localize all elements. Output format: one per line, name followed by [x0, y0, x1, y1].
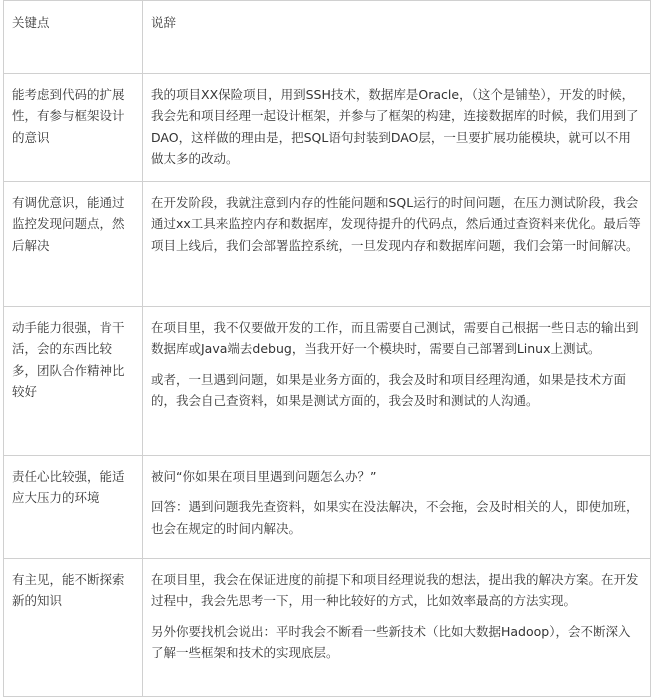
- key-point-cell: [4, 559, 143, 697]
- talking-point-paragraph: 或者，一旦遇到问题，如果是业务方面的，我会及时和项目经理沟通，如果是技术方面的，我会自己查资料，如果是测试方面的，我会及时和测试的人沟通。: [151, 371, 627, 409]
- table-row: [4, 74, 651, 182]
- talking-point-paragraph: 回答：遇到问题我先查资料，如果实在没法解决，不会拖，会及时相关的人，即使加班，也会在规定的时间内解决。: [151, 499, 639, 536]
- talking-point-paragraph: 另外你要找机会说出：平时我会不断看一些新技术（比如大数据Hadoop），会不断深入了解一些框架和技术的实现底层。: [151, 623, 631, 661]
- table-row: [4, 307, 651, 456]
- talking-point-cell: [143, 307, 651, 456]
- talking-point-cell: [143, 456, 651, 559]
- interview-points-table: [3, 0, 651, 697]
- header-talking-point: 说辞: [143, 1, 651, 74]
- key-point-text: 能考虑到代码的扩展性，有参与框架设计的意识: [12, 87, 125, 145]
- key-point-cell: [4, 307, 143, 456]
- key-point-cell: [4, 74, 143, 182]
- key-point-text: 动手能力很强，肯干活，会的东西比较多，团队合作精神比较好: [12, 320, 125, 400]
- talking-point-cell: [143, 559, 651, 697]
- key-point-cell: [4, 456, 143, 559]
- talking-point-paragraph: 被问“你如果在项目里遇到问题怎么办？”: [151, 469, 377, 484]
- header-key-point: 关键点: [4, 1, 143, 74]
- key-point-text: 责任心比较强，能适应大压力的环境: [12, 469, 125, 506]
- table-row: [4, 182, 651, 307]
- key-point-text: 有主见，能不断探索新的知识: [12, 572, 125, 609]
- talking-point-paragraph: 我的项目XX保险项目，用到SSH技术，数据库是Oracle，（这个是铺垫），开发的时候，我会先和项目经理一起设计框架，并参与了框架的构建，连接数据库的时候，我们用到了DAO，这样做的理由是，把SQL语句封装到DAO层，一旦要扩展功能模块，就可以不用做太多的改动。: [151, 87, 639, 167]
- table-row: [4, 559, 651, 697]
- talking-point-paragraph: 在开发阶段，我就注意到内存的性能问题和SQL运行的时间问题，在压力测试阶段，我会通过xx工具来监控内存和数据库，发现待提升的代码点，然后通过查资料来优化。最后等项目上线后，我们会部署监控系统，一旦发现内存和数据库问题，我们会第一时间解决。: [151, 195, 641, 253]
- talking-point-paragraph: 在项目里，我会在保证进度的前提下和项目经理说我的想法，提出我的解决方案。在开发过程中，我会先思考一下，用一种比较好的方式，比如效率最高的方法实现。: [151, 572, 639, 609]
- table-row: [4, 456, 651, 559]
- talking-point-paragraph: 在项目里，我不仅要做开发的工作，而且需要自己测试，需要自己根据一些日志的输出到数据库或Java端去debug，当我开好一个模块时，需要自己部署到Linux上测试。: [151, 320, 639, 357]
- talking-point-cell: [143, 182, 651, 307]
- key-point-cell: [4, 182, 143, 307]
- talking-point-cell: [143, 74, 651, 182]
- key-point-text: 有调优意识，能通过监控发现问题点，然后解决: [12, 195, 125, 253]
- table-header-row: [4, 1, 651, 74]
